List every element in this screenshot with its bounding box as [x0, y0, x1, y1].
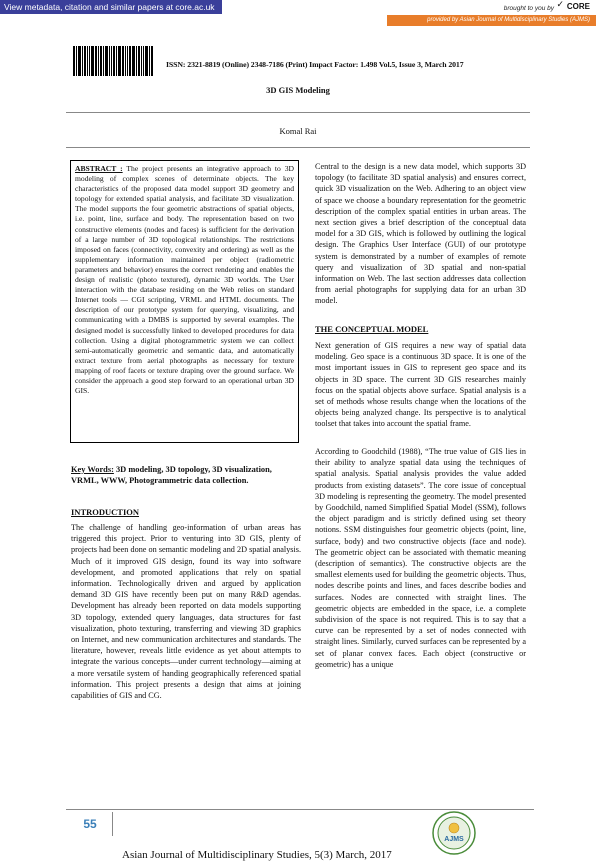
- author-divider: [66, 147, 530, 148]
- issn-line: ISSN: 2321-8819 (Online) 2348-7186 (Print) Impact Factor: 1.498 Vol.5, Issue 3, March 2017: [166, 60, 464, 69]
- right-para-2: Next generation of GIS requires a new way of spatial data modeling. Geo space is a continuous 3D space. It is one of the most important issues in GIS to represent geo space and its objects in 3D space. The current 3D GIS researches mainly focus on the spatial objects above surface. Spatial analysis is a set of methods whose results change when the locations of the objects being analyzed change. Its perspective is to analytical toolset that takes into account the spatial frame.: [315, 341, 526, 429]
- paper-title: 3D GIS Modeling: [266, 85, 330, 95]
- abstract-box: [70, 160, 299, 443]
- core-logo-icon: ✓: [556, 0, 564, 10]
- abstract-text: The project presents an integrative approach to 3D modeling of complex scenes of determinate objects. The key characteristics of the proposed data model support 3D geometry and topology for extended spatial analysis, and facilitate 3D visualization. The model supports the four geometric abstractions of spatial objects, i.e. point, line, surface and body. The representation based on two constructive elements (nodes and faces) is sufficient for the derivation of a large number of 3D topological relationships. The restrictions imposed on faces (connectivity, convexity and ordering) as well as the supplementary information maintained per object (radiometric parameters and behavior) ensures the correct rendering and enables the design of realistic (photo textured), dynamic 3D worlds. The User interaction with the database residing on the Web relies on standard Internet tools — CGI scripting, VRML and HTML documents. The description of our prototype system for querying, visualizing, and communicating with a DMBS is supported by several examples. The designed model is successfully linked to developed procedures for data collection. Using a digital photogrammetric system we can collect semi-automatically geometric and semantic data, and automatically extract texture from aerial photographs as necessary for texture mapping of roof facets or texture draping over the ground surface. We consider the approach a good step forward to an operational urban 3D GIS.: [75, 164, 294, 396]
- title-divider: [66, 112, 530, 113]
- journal-footer: Asian Journal of Multidisciplinary Studies, 5(3) March, 2017: [122, 849, 392, 861]
- conceptual-model-heading: THE CONCEPTUAL MODEL: [315, 324, 429, 334]
- introduction-text: The challenge of handling geo-information of urban areas has triggered this project. Prior to venturing into 3D GIS, plenty of projects had been done on semantic modeling and 2D spatial analysis. Much of it improved GIS design, found its way into software development, and promoted applications that rely on spatial information. Technologically driven and argued by application demand 3D GIS have recently been put on many R&D agendas. Development has already been reported on data models supporting 3D topology, extended query languages, data structures for fast visualization, photo texturing, transferring and viewing 3D graphics on Internet, and new communication architectures and standards. The literature, however, reveals little evidence as yet about attempts to integrate the various concepts—under current technology—aiming at a more versatile system of handing geographically referenced spatial information. This project presents a design that aims at joining capabilities of GIS and CG.: [71, 523, 301, 701]
- keywords: [71, 464, 301, 486]
- core-logo[interactable]: CORE: [566, 2, 590, 11]
- page-number: 55: [68, 812, 113, 836]
- keywords-text: 3D modeling, 3D topology, 3D visualization, VRML, WWW, Photogrammetric data collection.: [71, 465, 272, 485]
- introduction-body: [71, 522, 301, 701]
- seal-text: AJMS: [444, 836, 464, 843]
- right-para-3: According to Goodchild (1988), “The true value of GIS lies in their ability to analyze spatial data using the techniques of spatial analysis. Spatial analysis provides the value added products from existing datasets”. The core issue of conceptual 3D modeling is representing the geometry. The model presented by Goodchild, named Simplified Spatial Model (SSM), follows the object paradigm and is strictly defined using set theory notions. SSM distinguishes four geometric objects (point, line, surface, body) and two constructive objects (face and node). The geometric object can be associated with thematic meaning (description of semantics). The constructive objects are the smallest elements used for building the geometric objects. Thus, nodes describe points and lines, and faces describe bodies and surfaces. Nodes are connected with straight lines. The geometric objects are embedded in the space, i.e. a complete subdivision of the space is not required. This is to say that a curve can be represented by a set of nodes connected with straight lines. Similarly, curved surfaces can be represented by a set of planar convex faces. Each object (constructive or geometric) has a unique: [315, 447, 526, 669]
- core-banner: [0, 0, 596, 26]
- author-name: Komal Rai: [279, 126, 317, 136]
- issn-barcode: [73, 46, 161, 76]
- conceptual-model-body: [315, 340, 526, 430]
- brought-by-text: brought to you by: [503, 5, 554, 12]
- right-para-1: Central to the design is a new data model, which supports 3D topology (to facilitate 3D spatial analysis) and ensures correct, quick 3D visualization on the Web. Adhering to an object view of space we choose a boundary representation for the geometric description of the complex spatial entities in urban areas. The next section gives a brief description of the conceptual data model for a 3D GIS, which is followed by outlining the logical design. The Graphics User Interface (GUI) of our prototype system is demonstrated by a number of examples of remote query and visualization of 3D spatial and non-spatial information on Web. The last section addresses data collection from aerial photographs for supplying data for an urban 3D model.: [315, 162, 526, 306]
- abstract-label: ABSTRACT :: [75, 164, 123, 173]
- introduction-heading: INTRODUCTION: [71, 507, 140, 517]
- provided-by-banner[interactable]: provided by Asian Journal of Multidisciplinary Studies (AJMS): [387, 15, 596, 26]
- core-metadata-link[interactable]: View metadata, citation and similar papers at core.ac.uk: [0, 0, 222, 14]
- goodchild-body: [315, 446, 526, 670]
- ajms-seal-icon: [432, 811, 476, 855]
- keywords-label: Key Words:: [71, 465, 114, 474]
- footer-divider: [66, 809, 534, 810]
- right-column-intro: [315, 161, 526, 307]
